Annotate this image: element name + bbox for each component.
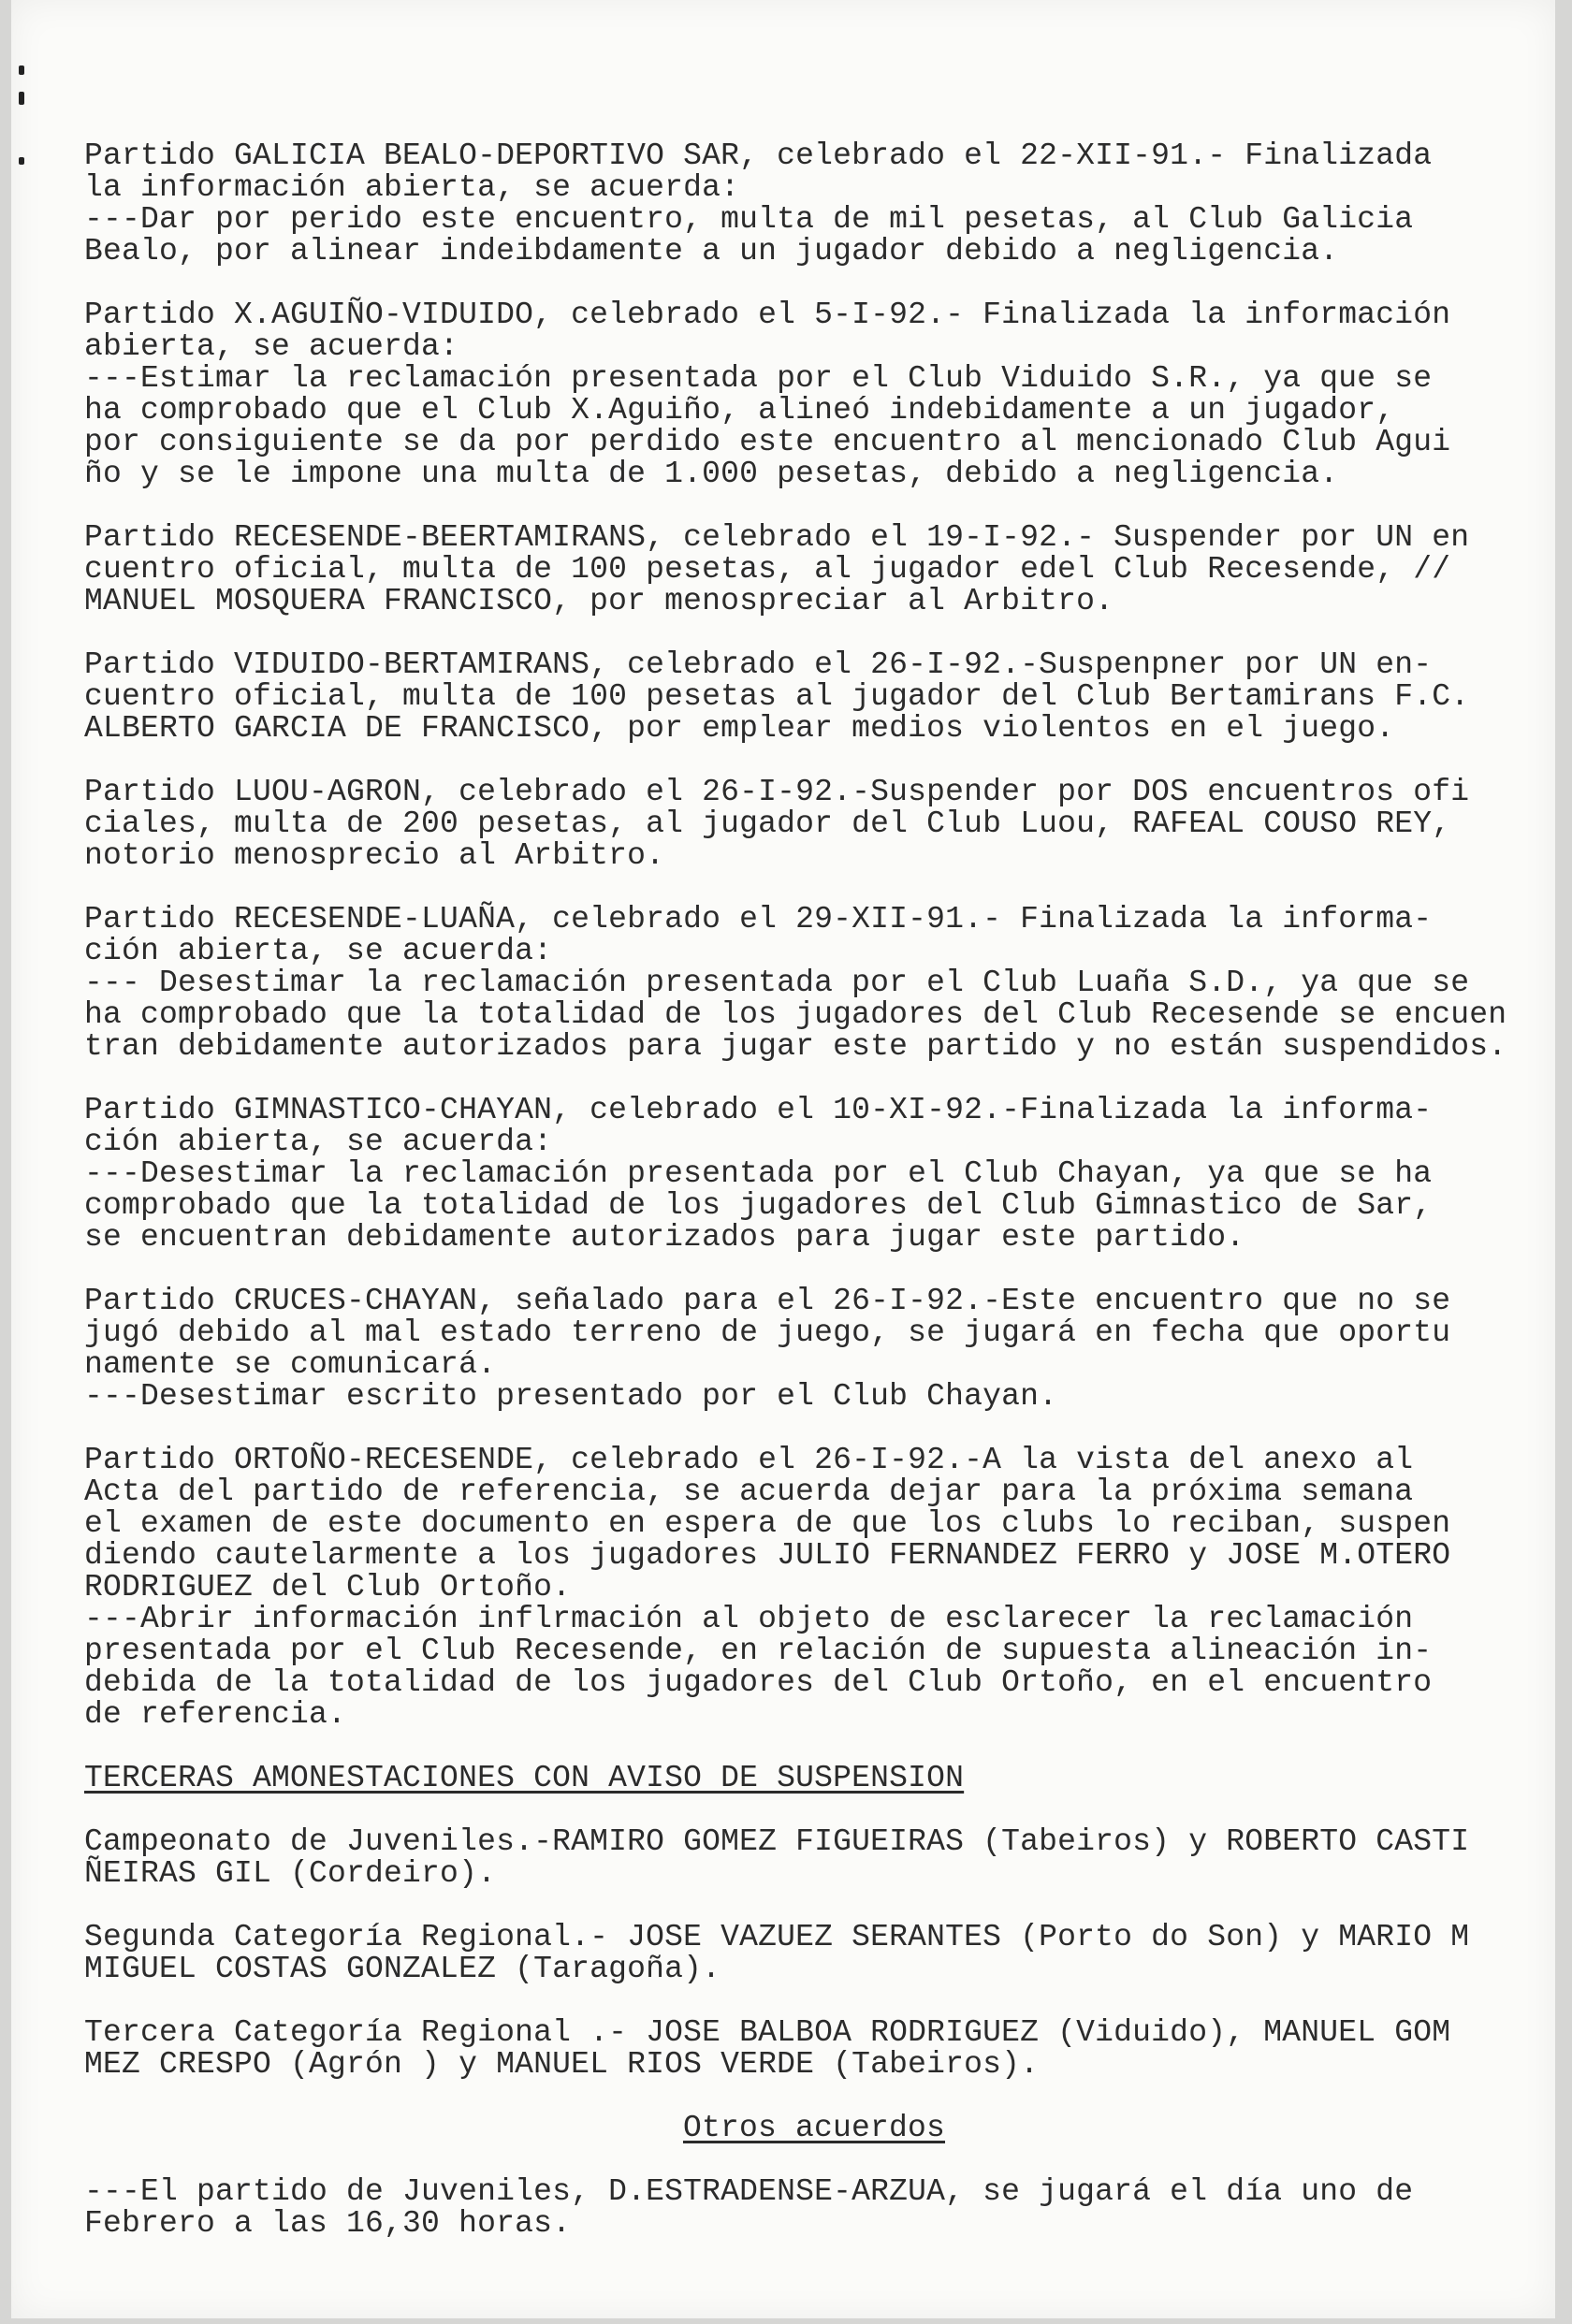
text-line: tran debidamente autorizados para jugar este partido y no están suspendidos.: [84, 1029, 1507, 1064]
text-line: Partido LUOU-AGRON, celebrado el 26-I-92.-Suspender por DOS encuentros ofi: [84, 775, 1470, 809]
paragraph-ortono-recesende: [84, 1445, 1544, 1731]
text-line: Campeonato de Juveniles.-RAMIRO GOMEZ FIGUEIRAS (Tabeiros) y ROBERTO CASTI: [84, 1824, 1470, 1859]
text-line: Acta del partido de referencia, se acuerda dejar para la próxima semana: [84, 1474, 1414, 1509]
text-line: ciales, multa de 200 pesetas, al jugador del Club Luou, RAFEAL COUSO REY,: [84, 806, 1451, 841]
punch-mark: [19, 92, 24, 105]
section-heading-terceras: TERCERAS AMONESTACIONES CON AVISO DE SUSPENSION: [84, 1761, 965, 1795]
text-line: comprobado que la totalidad de los jugadores del Club Gimnastico de Sar,: [84, 1188, 1433, 1223]
text-line: MIGUEL COSTAS GONZALEZ (Taragoña).: [84, 1952, 721, 1986]
text-line: ALBERTO GARCIA DE FRANCISCO, por emplear medios violentos en el juego.: [84, 711, 1395, 746]
text-line: ha comprobado que el Club X.Aguiño, alineó indebidamente a un jugador,: [84, 393, 1395, 428]
text-line: notorio menosprecio al Arbitro.: [84, 838, 665, 873]
text-line: Partido GALICIA BEALO-DEPORTIVO SAR, celebrado el 22-XII-91.- Finalizada: [84, 138, 1433, 173]
text-line: namente se comunicará.: [84, 1347, 497, 1382]
text-line: ---Desestimar la reclamación presentada por el Club Chayan, ya que se ha: [84, 1156, 1433, 1191]
text-line: cuentro oficial, multa de 100 pesetas al jugador del Club Bertamirans F.C.: [84, 679, 1470, 714]
text-line: --- Desestimar la reclamación presentada por el Club Luaña S.D., ya que se: [84, 966, 1470, 1000]
text-line: se encuentran debidamente autorizados para jugar este partido.: [84, 1220, 1245, 1255]
paragraph-recesende-bertamirans: [84, 522, 1544, 617]
section-heading-otros: Otros acuerdos: [682, 2111, 946, 2145]
text-line: la información abierta, se acuerda:: [84, 170, 740, 205]
text-line: Partido RECESENDE-BEERTAMIRANS, celebrado el 19-I-92.- Suspender por UN en: [84, 520, 1470, 555]
document-page: [11, 0, 1555, 2318]
text-line: Partido GIMNASTICO-CHAYAN, celebrado el 10-XI-92.-Finalizada la informa-: [84, 1093, 1433, 1127]
section-otros-heading-block: [84, 2113, 1544, 2144]
paragraph-luou-agron: [84, 777, 1544, 872]
text-line: RODRIGUEZ del Club Ortoño.: [84, 1570, 572, 1605]
text-line: diendo cautelarmente a los jugadores JULIO FERNANDEZ FERRO y JOSE M.OTERO: [84, 1538, 1451, 1573]
paragraph-segunda-categoria: [84, 1922, 1544, 1985]
text-line: ÑEIRAS GIL (Cordeiro).: [84, 1856, 497, 1891]
text-line: ción abierta, se acuerda:: [84, 1125, 553, 1159]
text-line: ---El partido de Juveniles, D.ESTRADENSE-ARZUA, se jugará el día uno de: [84, 2174, 1414, 2209]
paragraph-recesende-luana: [84, 904, 1544, 1063]
text-line: Partido X.AGUIÑO-VIDUIDO, celebrado el 5-I-92.- Finalizada la información: [84, 298, 1451, 332]
text-line: jugó debido al mal estado terreno de juego, se jugará en fecha que oportu: [84, 1315, 1451, 1350]
text-line: presentada por el Club Recesende, en relación de supuesta alineación in-: [84, 1634, 1433, 1668]
text-line: ---Abrir información inflrmación al objeto de esclarecer la reclamación: [84, 1602, 1414, 1636]
text-line: por consiguiente se da por perdido este encuentro al mencionado Club Agui: [84, 425, 1451, 459]
text-line: ño y se le impone una multa de 1.000 pesetas, debido a negligencia.: [84, 457, 1339, 491]
text-line: de referencia.: [84, 1697, 347, 1732]
text-line: el examen de este documento en espera de que los clubs lo reciban, suspen: [84, 1506, 1451, 1541]
text-line: Partido ORTOÑO-RECESENDE, celebrado el 26-I-92.-A la vista del anexo al: [84, 1443, 1414, 1477]
paragraph-cruces-chayan: [84, 1285, 1544, 1413]
text-line: ---Estimar la reclamación presentada por el Club Viduido S.R., ya que se: [84, 361, 1433, 396]
text-line: Tercera Categoría Regional .- JOSE BALBOA RODRIGUEZ (Viduido), MANUEL GOM: [84, 2015, 1451, 2050]
section-terceras-heading-block: [84, 1763, 1544, 1794]
document-body: [84, 140, 1544, 2272]
paragraph-viduido-bertamirans: [84, 649, 1544, 745]
paragraph-gimnastico-chayan: [84, 1095, 1544, 1254]
text-line: Bealo, por alinear indeibdamente a un jugador debido a negligencia.: [84, 234, 1339, 269]
paragraph-tercera-categoria: [84, 2017, 1544, 2081]
punch-mark: [19, 157, 24, 165]
text-line: Partido CRUCES-CHAYAN, señalado para el 26-I-92.-Este encuentro que no se: [84, 1284, 1451, 1318]
punch-mark: [19, 65, 24, 75]
paragraph-galicia-bealo: [84, 140, 1544, 268]
text-line: Partido RECESENDE-LUAÑA, celebrado el 29-XII-91.- Finalizada la informa-: [84, 902, 1433, 937]
text-line: ---Dar por perido este encuentro, multa de mil pesetas, al Club Galicia: [84, 202, 1414, 237]
text-line: MEZ CRESPO (Agrón ) y MANUEL RIOS VERDE (Tabeiros).: [84, 2047, 1040, 2082]
text-line: debida de la totalidad de los jugadores del Club Ortoño, en el encuentro: [84, 1665, 1433, 1700]
text-line: Febrero a las 16,30 horas.: [84, 2206, 572, 2241]
text-line: Partido VIDUIDO-BERTAMIRANS, celebrado el 26-I-92.-Suspenpner por UN en-: [84, 647, 1433, 682]
text-line: ha comprobado que la totalidad de los jugadores del Club Recesende se encuen: [84, 997, 1507, 1032]
text-line: cuentro oficial, multa de 100 pesetas, al jugador edel Club Recesende, //: [84, 552, 1451, 587]
paragraph-aguino-viduido: [84, 299, 1544, 490]
text-line: ---Desestimar escrito presentado por el Club Chayan.: [84, 1379, 1058, 1414]
text-line: ción abierta, se acuerda:: [84, 934, 553, 968]
text-line: MANUEL MOSQUERA FRANCISCO, por menospreciar al Arbitro.: [84, 584, 1114, 618]
paragraph-juveniles: [84, 1826, 1544, 1890]
paragraph-otros-acuerdos: [84, 2176, 1544, 2240]
text-line: abierta, se acuerda:: [84, 329, 459, 364]
text-line: Segunda Categoría Regional.- JOSE VAZUEZ SERANTES (Porto do Son) y MARIO M: [84, 1920, 1470, 1954]
